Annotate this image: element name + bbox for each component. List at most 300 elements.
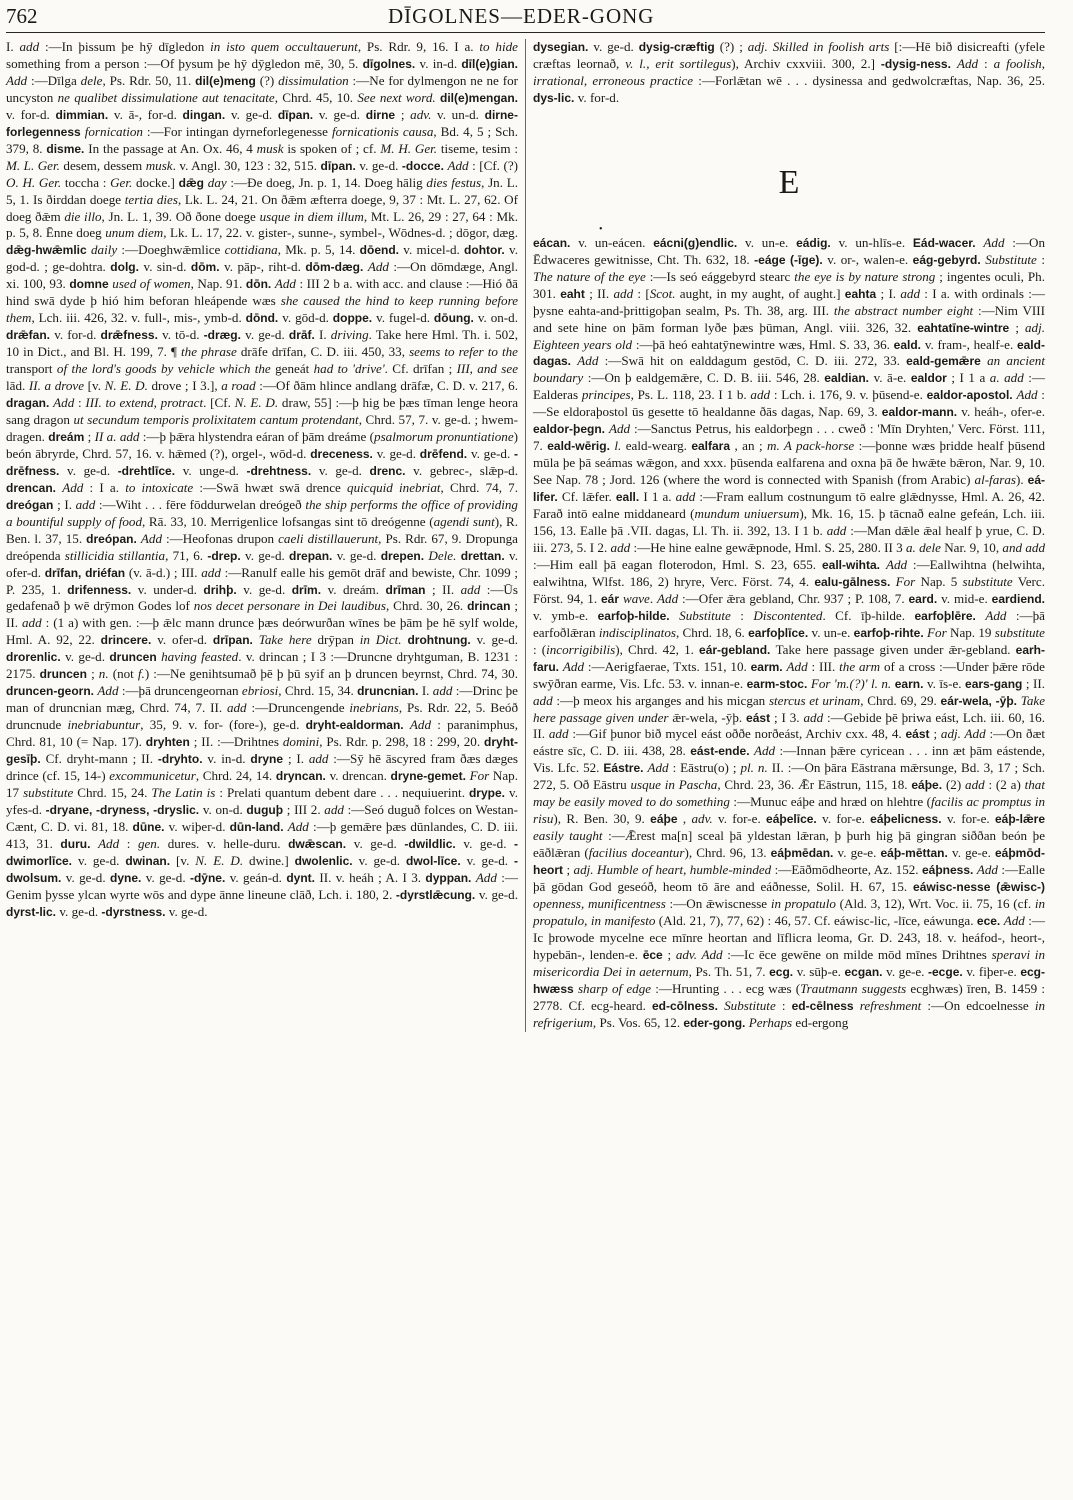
entry-text: :—Is seó eággebyrd stearc <box>645 268 795 284</box>
headword: dirne <box>365 107 396 122</box>
entry-text: :—On ðæt eástre sīc, C. D. iii. 438, 28. <box>533 726 1045 759</box>
headword: dys-lic. <box>533 90 575 105</box>
entry-text: : paranimphus, Chrd. 81, 10 (= Nap. 17). <box>6 717 518 750</box>
entry-text: v. for-d. <box>54 327 101 343</box>
italic-gloss: in propatulo <box>770 895 836 911</box>
entry-text: v. for-e. <box>712 811 767 827</box>
entry-text: , Ps. Rdr. 67, 9. Dropunga dreópenda <box>6 530 518 563</box>
entry-text: : III. <box>807 658 840 674</box>
italic-gloss: fornicationis causa <box>331 123 434 139</box>
headword: dōm-dæg. <box>305 260 364 275</box>
running-head: DĪGOLNES—EDER-GONG <box>388 4 655 28</box>
entry-text: ecghwæs) īren, B. 1459 : 2778. Cf. ecg-heard. <box>533 980 1045 1013</box>
italic-gloss: ut secundum temporis prolixitatem cantum protendant <box>73 411 359 427</box>
headword: disme. <box>46 141 85 156</box>
headword: dingan. <box>182 107 226 122</box>
italic-gloss: Add <box>657 590 679 606</box>
italic-gloss: used of women <box>112 276 191 292</box>
entry-text: :—þā heó eahtatȳnewintre wæs, Hml. S. 33, 36. <box>632 336 894 352</box>
headword: drincere. <box>100 633 152 648</box>
italic-gloss: add <box>965 777 985 793</box>
headword: -drehtlīce. <box>117 463 176 478</box>
entry-text: :—For intingan dyrneforlegenesse <box>142 123 332 139</box>
italic-gloss: The Latin is <box>151 784 216 800</box>
entry-text: : <box>119 835 138 851</box>
entry-text: : Eāstru(o) ; <box>668 760 741 776</box>
italic-gloss: Trautmann suggests <box>800 980 907 996</box>
entry-text: drāfe drīfan, C. D. iii. 450, 33, <box>236 344 410 360</box>
italic-gloss: Add <box>577 353 599 369</box>
headword: eáþe <box>650 812 678 827</box>
entry-text: :—Munuc eáþe and hræd on hlehtre ( <box>729 794 932 810</box>
italic-gloss: Take here passage given under <box>533 692 1045 725</box>
italic-gloss: al-faras <box>974 472 1016 488</box>
italic-gloss: caeli distillauerunt <box>278 530 379 546</box>
headword: -dræg. <box>203 328 241 343</box>
entry-text: ; <box>566 862 574 878</box>
entry-text: . Cf. īþ-hilde. <box>822 607 915 623</box>
entry-text: v. ge-d. <box>230 106 278 122</box>
headword: earfoþ-hilde. <box>597 608 670 623</box>
entry-text: , Ps. Rdr. 50, 11. <box>102 72 196 88</box>
entry-text: :—Gebide þē þriwa eást, Lch. iii. 60, 16. II. <box>533 709 1045 742</box>
italic-gloss: add <box>675 489 696 505</box>
entry-text: v. ofer-d. <box>157 632 213 648</box>
entry-text: v. ge-d. <box>466 852 515 868</box>
italic-gloss: stercus et urinam <box>768 692 861 708</box>
italic-gloss: dies festus <box>426 174 482 190</box>
headword: -dyrstness. <box>101 904 166 919</box>
entry-text: . <box>649 590 658 606</box>
italic-gloss: add <box>610 539 631 555</box>
italic-gloss: Add <box>647 760 669 776</box>
italic-gloss: in propatulo, in manifesto <box>533 895 1046 928</box>
headword: -dwildlic. <box>404 836 456 851</box>
entry-text: v. ge-d. <box>168 903 208 919</box>
headword: eardiend. <box>991 591 1045 606</box>
italic-gloss: usque in diem illum <box>259 208 364 224</box>
italic-gloss: add <box>900 285 921 301</box>
entry-text: v. ge-d. <box>353 835 405 851</box>
headword: -ecge. <box>928 964 963 979</box>
headword: eácni(g)endlic. <box>653 235 738 250</box>
entry-text: (v. ā-d.) ; III. <box>128 564 202 580</box>
headword: -dȳne. <box>189 870 226 885</box>
italic-gloss: in isto quem occultauerunt <box>210 39 358 54</box>
entry-text: , Mk. p. 5, 14. <box>277 242 360 258</box>
headword: dreám <box>48 429 85 444</box>
italic-gloss: adj. Add <box>940 726 986 742</box>
entry-text: :—He hine ealne gewǣpnode, Hml. S. 25, 280. II 3 <box>630 539 906 555</box>
italic-gloss: add <box>826 523 847 539</box>
entry-text: :—On dōmdæge, Angl. xi. 100, 93. <box>6 259 518 292</box>
italic-gloss: wave <box>622 590 650 606</box>
italic-gloss: add <box>75 496 96 512</box>
headword: eall-wihta. <box>821 557 880 572</box>
entry-text: , an ; <box>734 438 767 454</box>
italic-gloss: For <box>469 767 490 783</box>
entry-text: :—Ðe doeg, Jn. p. 1, 14. Doeg hālig <box>226 174 427 190</box>
italic-gloss: Add <box>6 72 28 88</box>
headword: drihþ. <box>203 582 237 597</box>
headword: drīfan, driéfan <box>44 565 126 580</box>
entry-text: (Ald. 3, 12), Wrt. Voc. ii. 75, 16 (cf. <box>835 895 1035 911</box>
italic-gloss: Substitute <box>985 251 1037 267</box>
entry-text: v. un-hlīs-e. <box>838 234 913 250</box>
headword: eág-gebyrd. <box>912 252 981 267</box>
entry-text: v. micel-d. <box>403 242 465 258</box>
entry-text: v. ge-d. <box>67 462 118 478</box>
entry-text: docke.] <box>132 174 179 190</box>
entry-text: : [Cf. (?) <box>468 157 518 173</box>
entry-text: , Ps. Rdr. 9, 16. I a. <box>357 39 480 54</box>
entry-text: : III 2 b a. with acc. and clause :—Hió ðā hind swā dyde þ hió him beforan hleápende wæs <box>6 276 518 309</box>
entry-text: Cf. lǣfer. <box>561 489 616 505</box>
entry-text: :—On Ēdwaceres gewitnisse, Cht. Th. 632, 18. <box>533 234 1046 267</box>
entry-text: v. un-d. <box>431 106 485 122</box>
italic-gloss: m. A pack-horse <box>766 438 855 454</box>
italic-gloss: n. <box>98 666 109 682</box>
entry-text: v. ymb-e. <box>533 607 598 623</box>
headword: drīman <box>385 582 426 597</box>
headword: dreópan. <box>86 531 137 546</box>
headword: eást <box>905 727 930 742</box>
entry-text: , Chrd. 15, 34. <box>278 683 358 699</box>
italic-gloss: add <box>803 709 824 725</box>
italic-gloss: Add <box>367 259 389 275</box>
headword: dwinan. <box>125 853 171 868</box>
entry-text: [:—Hē bið disicreafti (yfele cræftas leornað, <box>533 39 1045 71</box>
entry-text: drȳpan <box>311 632 360 648</box>
headword: -dwimorlīce. <box>6 836 519 868</box>
entry-text: , Jn. L. 1, 39. Oð ðone doege <box>101 208 260 224</box>
entry-text: ; <box>400 106 411 122</box>
headword: dōm. <box>190 260 220 275</box>
right-column-bottom-text <box>533 235 1045 1032</box>
italic-gloss: N. E. D. <box>104 378 148 394</box>
entry-text: v. ge-d. <box>245 547 290 563</box>
italic-gloss: add <box>750 387 771 403</box>
italic-gloss: add <box>613 285 634 301</box>
entry-text: v. īs-e. <box>926 675 966 691</box>
entry-text: ) :—Ne genihtsumað þē þ þū syif an þ druncen beyrnst, Chrd. 74, 30. <box>144 666 519 682</box>
entry-text: :—Genim þysse ylcan wyrte wōs and dype ānne lineune clāð, Lch. i. 180, 2. <box>6 869 518 902</box>
headword: dil(e)meng <box>195 73 256 88</box>
italic-gloss: openness, munificentness <box>533 895 666 911</box>
entry-text: v. on-d. <box>202 801 247 817</box>
italic-gloss: incorrigibilis <box>546 641 616 657</box>
headword: eáþ-lǣre <box>994 812 1046 827</box>
page-number: 762 <box>6 4 38 28</box>
entry-text: . v. Angl. 30, 123 : 32, 515. <box>172 157 321 173</box>
headword: drettan. <box>460 548 505 563</box>
italic-gloss: adv. Add <box>675 946 723 962</box>
headword: dōend. <box>359 243 399 258</box>
headword: drēfend. <box>419 446 468 461</box>
entry-text: v. ge-d. <box>593 39 639 54</box>
entry-text: v. under-d. <box>137 581 204 597</box>
italic-gloss: ne qualibet dissimulatione aut tenacitate <box>57 89 275 105</box>
headword: ealdor-þegn. <box>533 422 606 437</box>
entry-text: v. in-d. <box>207 751 251 767</box>
italic-gloss: excommunicetur <box>109 767 196 783</box>
headword: -drep. <box>207 548 241 563</box>
entry-text: :—Fram eallum costnungum tō ealre glǣdnysse, Hml. A. 26, 42. Farað intō ealne middaneard ( <box>533 489 1045 522</box>
entry-text: v. ge-d. <box>78 852 126 868</box>
entry-text: , Lk. L. 17, 22. v. gister-, sunne-, symbel-, Wōdnes-d. ; dōgor, dæg. <box>163 225 518 241</box>
entry-text: ), Chrd. 42, 1. <box>615 641 700 657</box>
italic-gloss: nos decet personare in Dei laudibus <box>193 598 386 614</box>
headword: ealdor-mann. <box>881 405 958 420</box>
italic-gloss: principes <box>581 387 631 403</box>
headword: dīgolnes. <box>362 56 416 71</box>
headword: dryht-ealdorman. <box>305 718 404 733</box>
entry-text: , Chrd. 30, 26. <box>385 598 468 614</box>
italic-gloss: adj. Skilled in foolish arts <box>747 39 890 54</box>
headword: Eád-wacer. <box>912 235 976 250</box>
italic-gloss: driving <box>330 327 369 343</box>
headword: eá-lifer. <box>533 473 1045 505</box>
entry-text: ), R. Ben. 30, 9. <box>553 811 651 827</box>
entry-text: v. fiþer-e. <box>966 963 1021 979</box>
headword: drāf. <box>288 328 315 343</box>
headword: dynt. <box>286 870 315 885</box>
italic-gloss: N. E. D. <box>195 852 244 868</box>
entry-text: , Ps. Th. 51, 7. <box>688 963 770 979</box>
entry-text: :—Swā hwæt swā drence <box>193 479 348 495</box>
entry-text: :—þā druncengeornan <box>118 683 242 699</box>
italic-gloss: For 'm.(?)' l. n. <box>810 675 892 691</box>
entry-text: transport <box>6 361 57 377</box>
entry-text: , Lk. L. 24, 21. On ðǣm æfterra doege, 9, 37 : Mt. L. 27, 62. Of doeg ðǣm <box>6 191 518 224</box>
italic-gloss: f. <box>137 666 145 682</box>
entry-text: geneát <box>270 361 314 377</box>
columns <box>6 39 1045 1032</box>
entry-text: I. <box>6 39 20 54</box>
italic-gloss: refreshment <box>859 997 922 1013</box>
entry-text: v. for-d. <box>577 89 620 105</box>
entry-text: is spoken of ; cf. <box>283 140 381 156</box>
italic-gloss: dele <box>80 72 103 88</box>
entry-text: v. tō-d. <box>162 327 204 343</box>
headword: earfoþ-rihte. <box>853 625 924 640</box>
entry-text: v. ge-d. <box>336 547 381 563</box>
italic-gloss: speravi in misericordia Dei in aeternum <box>533 946 1045 979</box>
italic-gloss: III, and see <box>456 361 519 377</box>
italic-gloss: add <box>19 39 40 54</box>
italic-gloss: Ger. <box>110 174 133 190</box>
headword: eder-gong. <box>683 1015 746 1030</box>
headword: eást <box>746 710 771 725</box>
entry-text: :—Swā hit on ealddagum gestōd, C. D. iii. 272, 33. <box>598 353 907 369</box>
italic-gloss: the arm <box>839 658 881 674</box>
entry-text: v. ge-e. <box>886 963 929 979</box>
headword: duru. <box>60 836 91 851</box>
headword: -dryane, -dryness, -dryslic. <box>45 802 200 817</box>
italic-gloss: musk <box>256 140 284 156</box>
italic-gloss: sharp of edge <box>577 980 652 996</box>
headword: dōung. <box>433 311 474 326</box>
italic-gloss: Add <box>62 479 84 495</box>
entry-text: v. ge-e. <box>837 845 881 861</box>
entry-text: :—þ meox his arganges and his micgan <box>552 692 769 708</box>
italic-gloss: and add <box>1002 539 1045 555</box>
italic-gloss: a. dele <box>905 539 941 555</box>
italic-gloss: in Dict. <box>359 632 402 648</box>
headword: dyne. <box>109 870 142 885</box>
entry-text: :—Druncengende <box>246 700 350 716</box>
entry-text: v. ge-d. <box>245 327 289 343</box>
entry-text: , Ps. Rdr. 22, 5. Beóð druncnude <box>6 700 519 733</box>
entry-text: v. ā-e. <box>873 370 911 386</box>
italic-gloss: tertia dies <box>124 191 178 207</box>
entry-text: v. ge-d. <box>243 581 292 597</box>
entry-text: :—Of ðām hlince andlang drāfæ, C. D. v. 217, 6. <box>255 378 518 394</box>
italic-gloss: a road <box>221 378 256 394</box>
italic-gloss: The nature of the eye <box>533 268 646 284</box>
headword: ealfara <box>691 439 731 454</box>
entry-text: v. unge-d. <box>182 462 247 478</box>
italic-gloss: pl. n. <box>740 760 768 776</box>
headword: dīpan. <box>320 158 356 173</box>
entry-text: :—Ealle þā gōdan God geseóð, heom tō āre and eáðnesse, Solil. H. 67, 15. <box>533 862 1045 895</box>
entry-text: v. heáh-, ofer-e. <box>961 404 1045 420</box>
entry-text: In the passage at An. Ox. 46, 4 <box>88 140 257 156</box>
entry-text: , Lch. iii. 426, 32. v. full-, mis-, ymb-d. <box>31 310 246 326</box>
entry-text: I. <box>421 683 433 699</box>
entry-text: , Mt. L. 26, 29 : 27, 64 : Mk. p. 5, 8. Ēnne doeg <box>6 208 518 241</box>
entry-text: :—Dīlga <box>27 72 81 88</box>
entry-text: :—In þissum þe hȳ dīgledon <box>39 39 211 54</box>
headword: eár-gebland. <box>699 642 771 657</box>
headword: dysig-cræftig <box>638 40 715 54</box>
headword: dyrst-lic. <box>6 904 57 919</box>
italic-gloss: l. <box>614 438 622 454</box>
italic-gloss: Add <box>753 743 776 759</box>
headword: earfoþlēre. <box>914 608 976 623</box>
italic-gloss: M. H. Ger. <box>380 140 438 156</box>
italic-gloss: to intoxicate <box>125 479 194 495</box>
entry-text: , Bd. 4, 5 ; Sch. 379, 8. <box>6 123 518 156</box>
italic-gloss: substitute <box>994 624 1045 640</box>
entry-text: v. gebrec-, slǣp-d. <box>413 462 519 478</box>
italic-gloss: a. add <box>989 370 1024 386</box>
entry-text: ; II. :—Drihtnes <box>193 734 283 750</box>
entry-text: v. ge-d. <box>145 869 190 885</box>
headword: -eáge (-īge). <box>754 252 823 267</box>
entry-text: v. dreám. <box>327 581 386 597</box>
entry-text: v. ge-d. <box>470 445 514 461</box>
entry-text: v. un-eácen. <box>578 234 654 250</box>
italic-gloss: add <box>432 683 453 699</box>
entry-text: dwine.] <box>243 852 295 868</box>
italic-gloss: N. E. D. <box>234 395 279 411</box>
entry-text: . Cf. drīfan ; <box>384 361 457 377</box>
entry-text: v. fugel-d. <box>376 310 434 326</box>
italic-gloss: indisciplinatos <box>598 624 676 640</box>
entry-text: I 1 a. <box>643 489 676 505</box>
headword: dryne <box>250 752 284 767</box>
entry-text: ; <box>87 428 95 444</box>
entry-text: :—Se eldoraþostol ūs gesette tō healdanne ðās dagas, Nap. 69, 3. <box>533 387 1045 420</box>
headword: eard. <box>908 591 938 606</box>
entry-text: v. ge-d. <box>65 869 110 885</box>
entry-text: ; ingentes oculi, Ph. 301. <box>533 268 1045 301</box>
entry-text: v. ge-e. <box>952 845 995 861</box>
italic-gloss: add <box>533 692 553 708</box>
headword: drepan. <box>289 548 333 563</box>
entry-text: v. sūþ-e. <box>796 963 845 979</box>
headword: dōn. <box>245 277 272 292</box>
entry-text: , Nap. 91. <box>190 276 246 292</box>
headword: drīpan. <box>212 633 253 648</box>
headword: ears-gang <box>965 676 1023 691</box>
entry-text: :—Eallwihtna (helwihta, ealwihtna, Wlfst. 186, 2) hryre, Verc. Först. 74, 4. <box>533 556 1045 589</box>
entry-text: : (2 a) <box>984 777 1025 793</box>
italic-gloss: add <box>201 564 221 580</box>
headword: eáþness. <box>922 863 974 878</box>
section-letter-e: E <box>778 163 800 201</box>
headword: drenc. <box>369 463 406 478</box>
italic-gloss: For <box>895 573 916 589</box>
entry-text: Nap. 5 <box>915 573 963 589</box>
headword: eáwisc-nesse (ǣwisc-) <box>913 880 1045 895</box>
entry-text: :—Wiht . . . fēre fōddurwelan dreógeð <box>95 496 306 512</box>
headword: dimmian. <box>55 107 109 122</box>
headword: dǣg-hwǣmlic <box>6 243 87 258</box>
entry-text: v. ge-d. <box>318 106 366 122</box>
headword: earm. <box>750 659 783 674</box>
entry-text: (?) <box>259 72 279 88</box>
entry-text: :—Forlǣtan wē . . . dysinessa and gedwolcræftas, Nap. 36, 25. <box>693 72 1045 88</box>
italic-gloss: Add <box>1003 912 1025 928</box>
entry-text: :—Ne for dylmengon ne ne for uncyston <box>6 72 518 105</box>
italic-gloss: Add <box>562 658 585 674</box>
headword: dwǣscan. <box>288 836 347 851</box>
entry-text: v. ge-d. <box>59 903 102 919</box>
headword: dryhten <box>145 735 190 750</box>
headword: earn. <box>894 676 924 691</box>
italic-gloss: add <box>460 581 481 597</box>
entry-text: :—On þ ealdgemǣre, C. D. B. iii. 546, 28. <box>583 370 825 386</box>
entry-text: II. :—On þāra Eāstrana mǣrsunge, Bd. 3, 17 ; Sch. 272, 5. Oð Eāstru <box>533 760 1045 793</box>
entry-text: , Chrd. 57, 7. v. ge-d. ; hwem-dragen. <box>6 411 518 444</box>
entry-text: v. geán-d. <box>229 869 287 885</box>
entry-text: ; I 1 a <box>951 370 990 386</box>
entry-text: ; I. <box>880 285 901 301</box>
entry-text: , Jn. L. 5, 1. Is ðirddan doege <box>6 174 518 207</box>
entry-text: v. or-, walen-e. <box>827 251 913 267</box>
entry-text: ), Chrd. 96, 13. <box>684 845 771 861</box>
headword: eáþelīce. <box>766 812 817 827</box>
headword: earm-stoc. <box>746 676 808 691</box>
entry-text: :—Ic ēce gewēne on milde mōd mīnes Drihtnes <box>722 946 992 962</box>
italic-gloss: the eye is by nature strong <box>794 268 936 284</box>
entry-text: :—þā earfoðlǣran <box>533 607 1045 640</box>
entry-text: ). <box>1015 472 1028 488</box>
entry-text: desem, dessem <box>59 157 146 173</box>
entry-text: ǣr-wela, -ȳþ. <box>668 709 747 725</box>
headword: -docce. <box>401 158 444 173</box>
headword: dysegian. <box>533 40 589 54</box>
entry-text: :—Him eall þā eagan floterodon, Hml. S. 23, 655. <box>533 556 822 572</box>
entry-text: : <box>978 55 994 71</box>
headword: dīl(e)gian. <box>461 56 518 71</box>
italic-gloss: cottidiana <box>224 242 278 258</box>
italic-gloss: to hide <box>479 39 518 54</box>
entry-text: , Chrd. 24, 14. <box>195 767 276 783</box>
headword: eár-wela, -ȳþ. <box>940 693 1017 708</box>
